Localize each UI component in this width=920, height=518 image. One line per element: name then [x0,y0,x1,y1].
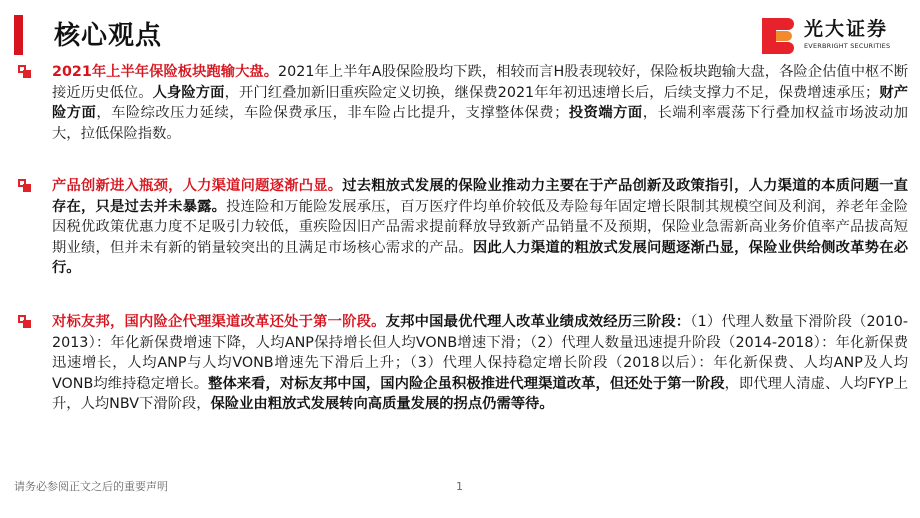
section-3-bold-3: 保险业由粗放式发展转向高质量发展的拐点仍需等待。 [210,396,554,412]
section-1-text-2: ，开门红叠加新旧重疾险定义切换，继保费2021年年初迅速增长后，后续支撑力不足，保费增速承压； [224,84,880,101]
section-2-paragraph [52,176,908,279]
section-2 [18,176,909,279]
section-1-text-4: ，长端利率震荡下行叠加权益市场波动加大，拉低保险指数。 [52,105,909,142]
logo-mark-icon [762,18,794,54]
section-1-text-1: 2021年上半年A股保险股均下跌，相较而言H股表现较好，保险板块跑输大盘，各险企估值中枢不断接近历史低位。 [52,64,908,101]
page-number: 1 [456,480,463,493]
page-title: 核心观点 [54,21,163,51]
section-3-text-2: ，即代理人清虚、人均FYP上升，人均NBV下滑阶段， [52,375,908,412]
section-2-bold-2: 因此人力渠道的粗放式发展问题逐渐凸显，保险业供给侧改革势在必行。 [52,239,909,276]
section-3-text-1: （1）代理人数量下滑阶段（2010-2013）：年化新保费增速下降，人均ANP保持增长但人均VONB增速下滑；（2）代理人数量迅速提升阶段（2014-2018）：年化新保费迅速增长，人均ANP与人均VONB增速先下滑后上升；（3）代理人保持稳定增长阶段（2018以后）：年化新保费、人均ANP及人均VONB均维持稳定增长。 [52,314,908,392]
logo-name-en: EVERBRIGHT SECURITIES [804,42,891,50]
logo-name-cn: 光大证券 [804,18,889,40]
section-3 [18,312,908,415]
square-bullet-icon [18,315,31,328]
section-1-headline: 2021年上半年保险板块跑输大盘。 [52,64,279,80]
section-1-bold-property: 财产险方面 [52,84,909,121]
section-2-headline: 产品创新进入瓶颈，人力渠道问题逐渐凸显。 [52,178,343,194]
section-1-bold-life: 人身险方面 [152,84,225,101]
section-1-bold-investment: 投资端方面 [568,105,643,121]
section-3-paragraph [52,312,908,415]
section-1 [18,62,909,144]
section-3-headline: 对标友邦，国内险企代理渠道改革还处于第一阶段。 [52,314,386,330]
section-2-text-1: 投连险和万能险发展承压，百万医疗件均单价较低及寿险每年固定增长限制其规模空间及利润，养老年金险因税优政策优惠力度不足吸引力较低，重疾险因旧产品需求提前释放导致新产品销量不及预期，保险业急需新高业务价值率产品拔高短期业绩，但并未有新的销量较突出的且满足市场核心需求的产品。 [52,198,909,256]
section-1-text-3: ，车险综改压力延续，车险保费承压，非车险占比提升，支撑整体保费； [96,105,569,121]
title-accent-bar [14,15,23,55]
square-bullet-icon [18,65,31,78]
footer-disclaimer: 请务必参阅正文之后的重要声明 [14,480,168,493]
square-bullet-icon [18,179,31,192]
section-3-bold-2: 整体来看，对标友邦中国，国内险企虽积极推进代理渠道改革，但还处于第一阶段 [208,375,725,392]
section-3-bold-1: 友邦中国最优代理人改革业绩成效经历三阶段： [385,314,691,330]
section-2-bold-1: 过去粗放式发展的保险业推动力主要在于产品创新及政策指引，人力渠道的本质问题一直存在，只是过去并未暴露。 [52,178,909,215]
everbright-logo [762,16,912,56]
section-1-paragraph [52,62,908,144]
